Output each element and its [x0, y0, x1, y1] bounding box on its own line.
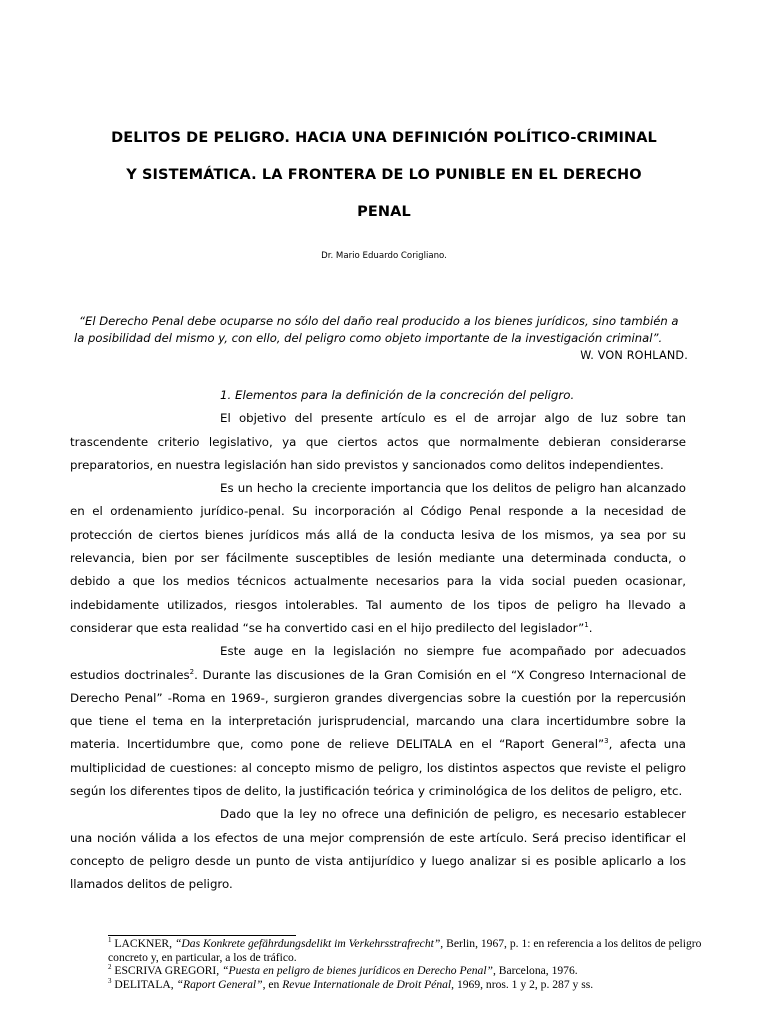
footnote-rest: , 1969, nros. 1 y 2, p. 287 y ss. — [451, 977, 594, 991]
footnote-author: DELITALA, — [111, 977, 177, 991]
footnote-author: ESCRIVA GREGORI, — [111, 964, 223, 978]
title-line-1: DELITOS DE PELIGRO. HACIA UNA DEFINICIÓN POLÍTICO-CRIMINAL — [111, 130, 657, 146]
paragraph-3-text-c: , afecta una multiplicidad de cuestiones: al concepto mismo de peligro, los distintos aspectos que reviste el peligro según los diferentes tipos de delito, la justificación teórica y criminológica de los delitos de peligro, etc. — [70, 737, 686, 799]
footnote-3 — [108, 978, 724, 992]
footnote-work: “Das Konkrete gefährdungsdelikt im Verkehrsstrafrecht” — [174, 937, 441, 950]
paragraph-2-end: . — [588, 620, 593, 635]
title-line-2: Y SISTEMÁTICA. LA FRONTERA DE LO PUNIBLE EN EL DERECHO — [126, 167, 642, 183]
footnote-author: LACKNER, — [111, 937, 175, 950]
section-heading: 1. Elementos para la definición de la concreción del peligro. — [220, 388, 575, 402]
paragraph-1: El objetivo del presente artículo es el de arrojar algo de luz sobre tan trascendente criterio legislativo, ya que ciertos actos que normalmente debieran considerarse preparatorios, en nuestra legislación han sido previstos y sancionados como delitos independientes. — [70, 411, 686, 472]
footnotes — [108, 937, 724, 991]
paragraph-4: Dado que la ley no ofrece una definición de peligro, es necesario establecer una noción válida a los efectos de una mejor comprensión de este artículo. Será preciso identificar el concepto de peligro desde un punto de vista antijurídico y luego analizar si es posible aplicarlo a los llamados delitos de peligro. — [70, 807, 686, 892]
epigraph — [74, 313, 688, 364]
footnote-2 — [108, 964, 724, 978]
paragraph-2 — [70, 477, 686, 640]
footnote-work: “Raport General” — [176, 977, 263, 991]
article-body — [70, 384, 686, 897]
footnote-1 — [108, 937, 724, 964]
footnote-ref-3[interactable]: 3 — [604, 737, 609, 746]
author-name: Dr. Mario Eduardo Corigliano. — [321, 251, 447, 261]
paragraph-2-text: Es un hecho la creciente importancia que los delitos de peligro han alcanzado en el ordenamiento jurídico-penal. Su incorporación al Código Penal responde a la necesidad de protección de ciertos bienes jurídicos más allá de la conducta lesiva de los mismos, ya sea por su relevancia, bien por ser fácilmente susceptibles de lesión mediante una determinada conducta, o debido a que los medios técnicos actualmente necesarios para la vida social pueden ocasionar, indebidamente utilizados, riesgos intolerables. Tal aumento de los tipos de peligro ha llevado a considerar que esta realidad “se ha convertido casi en el hijo predilecto del legislador” — [70, 481, 686, 635]
epigraph-line-2: la posibilidad del mismo y, con ello, del peligro como objeto importante de la investigación criminal”. — [74, 331, 663, 345]
footnote-ref-2[interactable]: 2 — [189, 667, 195, 676]
document-title — [70, 120, 698, 231]
footnote-separator — [108, 935, 296, 936]
footnote-work: “Puesta en peligro de bienes jurídicos en Derecho Penal” — [222, 964, 493, 978]
footnote-rest: , Barcelona, 1976. — [493, 964, 578, 978]
footnote-mid: , en — [262, 977, 283, 991]
footnote-journal: Revue Internationale de Droit Pénal — [282, 977, 452, 991]
footnote-number: 1 — [108, 936, 112, 945]
paragraph-3-text-a: Este auge en la legislación no siempre fue acompañado por adecuados estudios doctrinales — [70, 644, 686, 682]
footnote-ref-1[interactable]: 1 — [584, 621, 589, 630]
footnote-rest: , Berlin, 1967, p. 1: en referencia a los delitos de peligro concreto y, en particular, a los de tráfico. — [108, 937, 702, 964]
title-line-3: PENAL — [357, 204, 411, 220]
paragraph-3 — [70, 640, 686, 803]
footnote-number: 2 — [108, 963, 112, 972]
paragraph-3-text-b: . Durante las discusiones de la Gran Comisión en el “X Congreso Internacional de Derecho Penal” -Roma en 1969-, surgieron grandes divergencias sobre la cuestión por la repercusión que tiene el tema en la interpretación jurisprudencial, marcando una clara incertidumbre sobre la materia. Incertidumbre que, como pone de relieve DELITALA en el “Raport General” — [70, 667, 686, 752]
epigraph-attribution: W. VON ROHLAND. — [580, 349, 688, 362]
footnote-number: 3 — [108, 976, 112, 985]
epigraph-line-1: “El Derecho Penal debe ocuparse no sólo del daño real producido a los bienes jurídicos, sino también a — [79, 314, 679, 328]
